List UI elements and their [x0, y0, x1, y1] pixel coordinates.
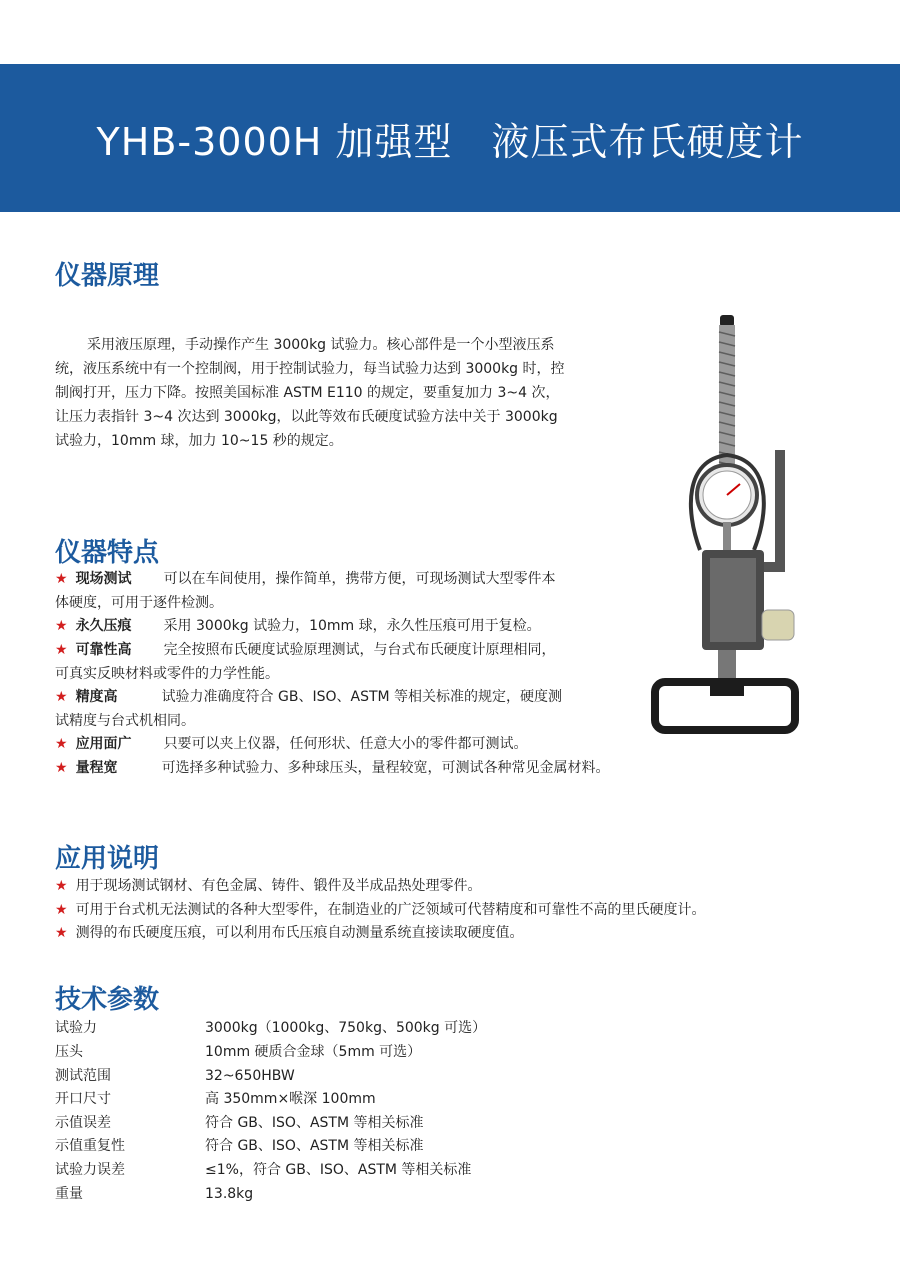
application-heading: 应用说明: [55, 844, 160, 874]
spec-label: 示值重复性: [55, 1138, 125, 1154]
application-item: [55, 899, 855, 923]
hardness-tester-image: [640, 310, 800, 740]
star-icon: ★: [55, 878, 68, 894]
feature-name: 永久压痕: [75, 618, 132, 634]
spec-row: [55, 1065, 295, 1089]
application-text: 用于现场测试钢材、有色金属、铸件、锻件及半成品热处理零件。: [75, 878, 482, 894]
spec-label: 压头: [55, 1044, 83, 1060]
application-text: 可用于台式机无法测试的各种大型零件，在制造业的广泛领域可代替精度和可靠性不高的里氏硬度计。: [75, 902, 706, 918]
spec-row: [55, 1135, 423, 1159]
star-icon: ★: [55, 689, 68, 705]
feature-name: 可靠性高: [75, 642, 132, 658]
spec-row: [55, 1183, 253, 1207]
spec-label: 试验力误差: [55, 1162, 125, 1178]
spec-value: 高 350mm×喉深 100mm: [205, 1091, 376, 1107]
spec-value: ≤1%，符合 GB、ISO、ASTM 等相关标准: [205, 1162, 472, 1178]
application-item: [55, 875, 855, 899]
feature-item: [55, 757, 715, 781]
feature-name: 现场测试: [75, 571, 132, 587]
feature-text: 可以在车间使用，操作简单，携带方便，可现场测试大型零件本体硬度，可用于逐件检测。: [55, 571, 556, 611]
spec-value: 符合 GB、ISO、ASTM 等相关标准: [205, 1138, 424, 1154]
features-heading: 仪器特点: [55, 538, 160, 568]
feature-item: [55, 615, 567, 639]
feature-name: 量程宽: [75, 760, 118, 776]
spec-label: 示值误差: [55, 1115, 111, 1131]
feature-item: [55, 639, 567, 686]
star-icon: ★: [55, 571, 68, 587]
pump-knob: [762, 610, 794, 640]
spec-row: [55, 1159, 471, 1183]
spec-label: 开口尺寸: [55, 1091, 111, 1107]
star-icon: ★: [55, 902, 68, 918]
star-icon: ★: [55, 760, 68, 776]
spec-value: 符合 GB、ISO、ASTM 等相关标准: [205, 1115, 424, 1131]
gauge-stem: [723, 522, 731, 550]
page-title: YHB-3000H 加强型 液压式布氏硬度计: [96, 119, 804, 164]
spec-row: [55, 1088, 376, 1112]
feature-text: 完全按照布氏硬度试验原理测试，与台式布氏硬度计原理相同，可真实反映材料或零件的力学性能。: [55, 642, 556, 682]
spec-label: 试验力: [55, 1020, 97, 1036]
spec-value: 10mm 硬质合金球（5mm 可选）: [205, 1044, 422, 1060]
spec-value: 13.8kg: [205, 1186, 254, 1202]
feature-text: 可选择多种试验力、多种球压头，量程较宽，可测试各种常见金属材料。: [161, 760, 610, 776]
principle-heading: 仪器原理: [55, 261, 160, 291]
application-item: [55, 922, 855, 946]
spec-row: [55, 1017, 486, 1041]
principle-text: 采用液压原理，手动操作产生 3000kg 试验力。核心部件是一个小型液压系统，液压系统中有一个控制阀，用于控制试验力，每当试验力达到 3000kg 时，控制阀打开，压力下降。按照美国标准 ASTM E110 的规定，要重复加力 3~4 次，让压力表指针 3~4 次达到 3000kg，以此等效布氏硬度试验方法中关于 3000kg 试验力，10mm 球，加力 10~15 秒的规定。: [55, 337, 565, 449]
spec-value: 32~650HBW: [205, 1068, 295, 1084]
principle-paragraph: [55, 333, 567, 453]
application-text: 测得的布氏硬度压痕，可以利用布氏压痕自动测量系统直接读取硬度值。: [75, 925, 524, 941]
star-icon: ★: [55, 736, 68, 752]
spec-row: [55, 1112, 423, 1136]
feature-text: 采用 3000kg 试验力，10mm 球，永久性压痕可用于复检。: [163, 618, 541, 634]
feature-item: [55, 568, 567, 615]
feature-item: [55, 733, 695, 757]
feature-text: 只要可以夹上仪器，任何形状、任意大小的零件都可测试。: [163, 736, 528, 752]
title-banner: [0, 64, 900, 212]
star-icon: ★: [55, 925, 68, 941]
feature-text: 试验力准确度符合 GB、ISO、ASTM 等相关标准的规定，硬度测试精度与台式机相同。: [55, 689, 563, 729]
spec-label: 重量: [55, 1186, 83, 1202]
spec-value: 3000kg（1000kg、750kg、500kg 可选）: [205, 1020, 487, 1036]
star-icon: ★: [55, 618, 68, 634]
spec-row: [55, 1041, 421, 1065]
spec-label: 测试范围: [55, 1068, 111, 1084]
body-panel: [710, 558, 756, 642]
feature-name: 应用面广: [75, 736, 132, 752]
star-icon: ★: [55, 642, 68, 658]
feature-item: [55, 686, 567, 733]
specs-heading: 技术参数: [55, 985, 160, 1015]
feature-name: 精度高: [75, 689, 118, 705]
base-mount: [710, 680, 744, 696]
